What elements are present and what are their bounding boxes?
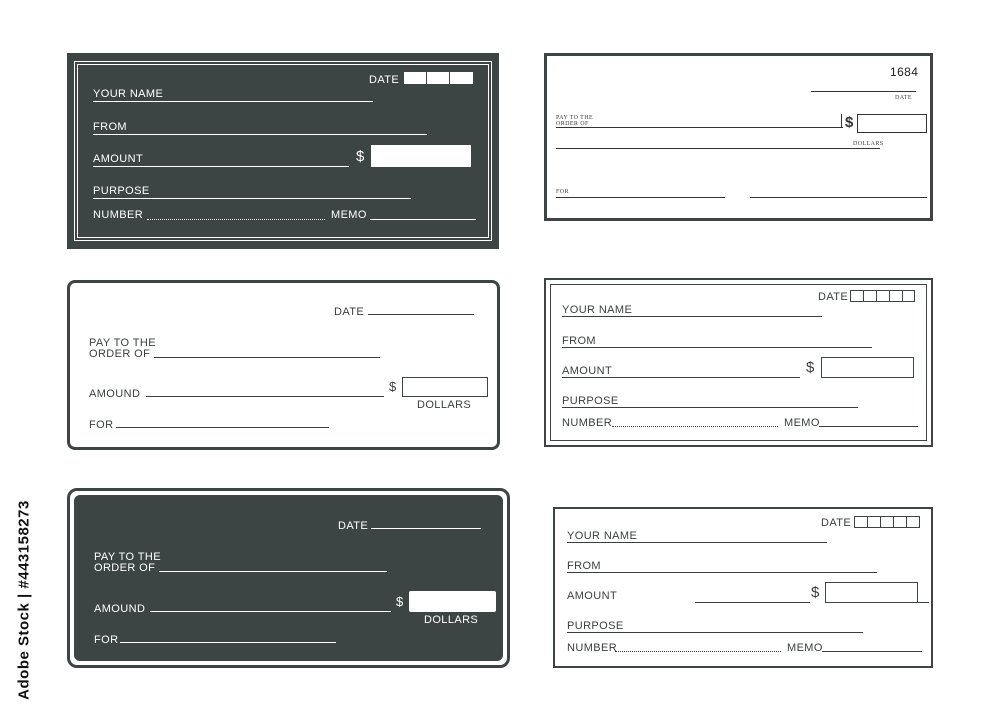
date-label: DATE: [818, 291, 849, 303]
amount-label: AMOUNT: [567, 590, 618, 602]
memo-label: MEMO: [331, 209, 367, 221]
your-name-label: YOUR NAME: [93, 88, 164, 100]
dollar-sign: $: [396, 594, 404, 609]
amount-label: AMOUNT: [93, 153, 144, 165]
cheque-4: [544, 278, 933, 447]
amount-box-extension: [918, 602, 929, 603]
purpose-line[interactable]: [562, 407, 858, 408]
stock-id-watermark: [10, 490, 38, 710]
for-line[interactable]: [556, 197, 725, 198]
memo-line[interactable]: [822, 651, 922, 652]
dollar-sign: $: [845, 114, 854, 131]
from-line[interactable]: [567, 572, 877, 573]
amount-label: AMOUND: [94, 603, 146, 615]
written-amount-line[interactable]: [556, 148, 880, 149]
number-label: NUMBER: [93, 209, 144, 221]
pay-to-line[interactable]: [154, 357, 380, 358]
from-line[interactable]: [93, 134, 427, 135]
dollar-sign: $: [806, 359, 815, 376]
signature-line[interactable]: [750, 197, 927, 198]
memo-line[interactable]: [819, 426, 918, 427]
cheque-2: [544, 53, 933, 221]
pay-to-label: PAY TO THE ORDER OF: [556, 115, 594, 127]
date-boxes[interactable]: [854, 516, 920, 528]
amount-line[interactable]: [146, 396, 384, 397]
date-label: DATE: [369, 74, 400, 86]
date-boxes[interactable]: [404, 72, 473, 84]
from-label: FROM: [562, 335, 596, 347]
dollars-label: DOLLARS: [853, 141, 884, 147]
pay-to-label-1: PAY TO THE: [94, 551, 161, 563]
dollar-sign: $: [356, 148, 365, 165]
amount-line[interactable]: [150, 611, 391, 612]
purpose-line[interactable]: [93, 198, 411, 199]
dollar-sign: $: [389, 379, 397, 394]
date-label: DATE: [338, 520, 369, 532]
pay-to-label-1: PAY TO THE: [89, 337, 156, 349]
cheque-3: [67, 280, 500, 450]
memo-line[interactable]: [370, 219, 476, 220]
memo-label: MEMO: [784, 417, 820, 429]
date-line[interactable]: [811, 91, 916, 92]
amount-line[interactable]: [93, 166, 349, 167]
from-line[interactable]: [562, 347, 872, 348]
purpose-label: PURPOSE: [567, 620, 624, 632]
pay-to-line[interactable]: [556, 127, 843, 128]
pay-to-label-2: ORDER OF: [89, 348, 151, 360]
amount-line[interactable]: [562, 377, 800, 378]
your-name-line[interactable]: [93, 101, 373, 102]
date-line[interactable]: [368, 314, 474, 315]
for-label: FOR: [556, 189, 569, 195]
pay-to-line[interactable]: [159, 571, 387, 572]
cheque-1: [67, 53, 499, 249]
from-label: FROM: [93, 121, 127, 133]
amount-box[interactable]: [409, 591, 496, 612]
number-line[interactable]: [612, 426, 778, 427]
amount-label: AMOUNT: [562, 365, 613, 377]
purpose-line[interactable]: [567, 632, 863, 633]
dollar-sign: $: [811, 584, 820, 601]
your-name-line[interactable]: [567, 542, 827, 543]
number-label: NUMBER: [567, 642, 618, 654]
amount-box[interactable]: [825, 582, 918, 603]
amount-box[interactable]: [821, 357, 914, 378]
date-label: DATE: [334, 306, 365, 318]
your-name-line[interactable]: [562, 316, 822, 317]
date-line[interactable]: [371, 528, 481, 529]
amount-line[interactable]: [695, 602, 810, 603]
for-label: FOR: [94, 634, 119, 646]
number-line[interactable]: [615, 651, 781, 652]
purpose-label: PURPOSE: [562, 395, 619, 407]
dollars-label: DOLLARS: [424, 614, 479, 626]
amount-box[interactable]: [371, 145, 471, 167]
for-label: FOR: [89, 419, 114, 431]
number-label: NUMBER: [562, 417, 613, 429]
amount-label: AMOUND: [89, 388, 141, 400]
purpose-label: PURPOSE: [93, 185, 150, 197]
for-line[interactable]: [116, 427, 329, 428]
cheque-5: [67, 488, 510, 668]
pay-to-label-2: ORDER OF: [94, 562, 156, 574]
amount-box[interactable]: [857, 114, 927, 133]
check-number: 1684: [890, 65, 919, 79]
date-label: DATE: [821, 517, 852, 529]
from-label: FROM: [567, 560, 601, 572]
dollars-label: DOLLARS: [417, 399, 472, 411]
pay-to-line-tick: [841, 114, 842, 128]
your-name-label: YOUR NAME: [562, 304, 633, 316]
your-name-label: YOUR NAME: [567, 530, 638, 542]
cheque-5-panel: [74, 495, 503, 661]
for-line[interactable]: [120, 642, 336, 643]
date-boxes[interactable]: [850, 290, 915, 302]
stock-id-text: Adobe Stock | #443158273: [15, 500, 33, 700]
date-label: DATE: [895, 95, 912, 101]
memo-label: MEMO: [787, 642, 823, 654]
number-line[interactable]: [147, 219, 325, 220]
cheque-6: [553, 507, 933, 668]
amount-box[interactable]: [402, 377, 488, 397]
